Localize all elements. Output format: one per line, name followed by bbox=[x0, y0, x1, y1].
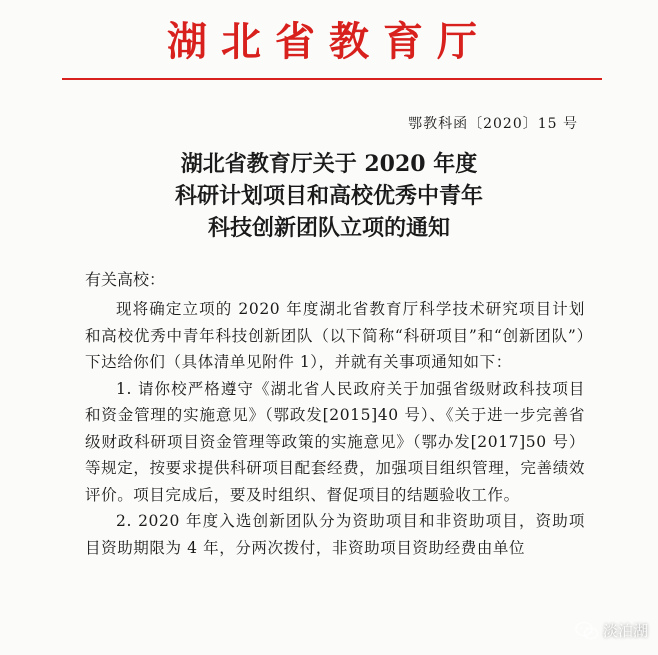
issuing-organization-header: 湖北省教育厅 bbox=[167, 18, 491, 65]
title-line-3: 科技创新团队立项的通知 bbox=[207, 215, 450, 241]
header-red-rule bbox=[62, 78, 602, 80]
wechat-icon bbox=[575, 621, 599, 641]
title-line-2: 科研计划项目和高校优秀中青年 bbox=[174, 183, 483, 209]
paragraph-intro: 现将确定立项的 2020 年度湖北省教育厅科学技术研究项目计划和高校优秀中青年科技创新团队（以下简称“科研项目”和“创新团队”）下达给你们（具体清单见附件 1），并就有关事项通知如下： bbox=[85, 300, 585, 371]
paragraph-item-2: 2. 2020 年度入选创新团队分为资助项目和非资助项目，资助项目资助期限为 4 年，分两次拨付，非资助项目资助经费由单位 bbox=[85, 512, 585, 557]
document-body bbox=[85, 296, 585, 561]
document-title bbox=[0, 148, 658, 244]
document-number: 鄂教科函〔2020〕15 号 bbox=[408, 116, 578, 132]
watermark-text: 淡泊湖 bbox=[602, 622, 648, 640]
title-line-1: 湖北省教育厅关于 2020 年度 bbox=[180, 151, 478, 177]
wechat-watermark bbox=[575, 620, 648, 641]
paragraph-item-1: 1. 请你校严格遵守《湖北省人民政府关于加强省级财政科技项目和资金管理的实施意见》（鄂政发[2015]40 号）、《关于进一步完善省级财政科研项目资金管理等政策的实施意见》（鄂办发[2017]50 号）等规定，按要求提供科研项目配套经费，加强项目组织管理，完善绩效评价。项目完成后，要及时组织、督促项目的结题验收工作。 bbox=[85, 379, 585, 504]
salutation: 有关高校： bbox=[85, 270, 166, 289]
